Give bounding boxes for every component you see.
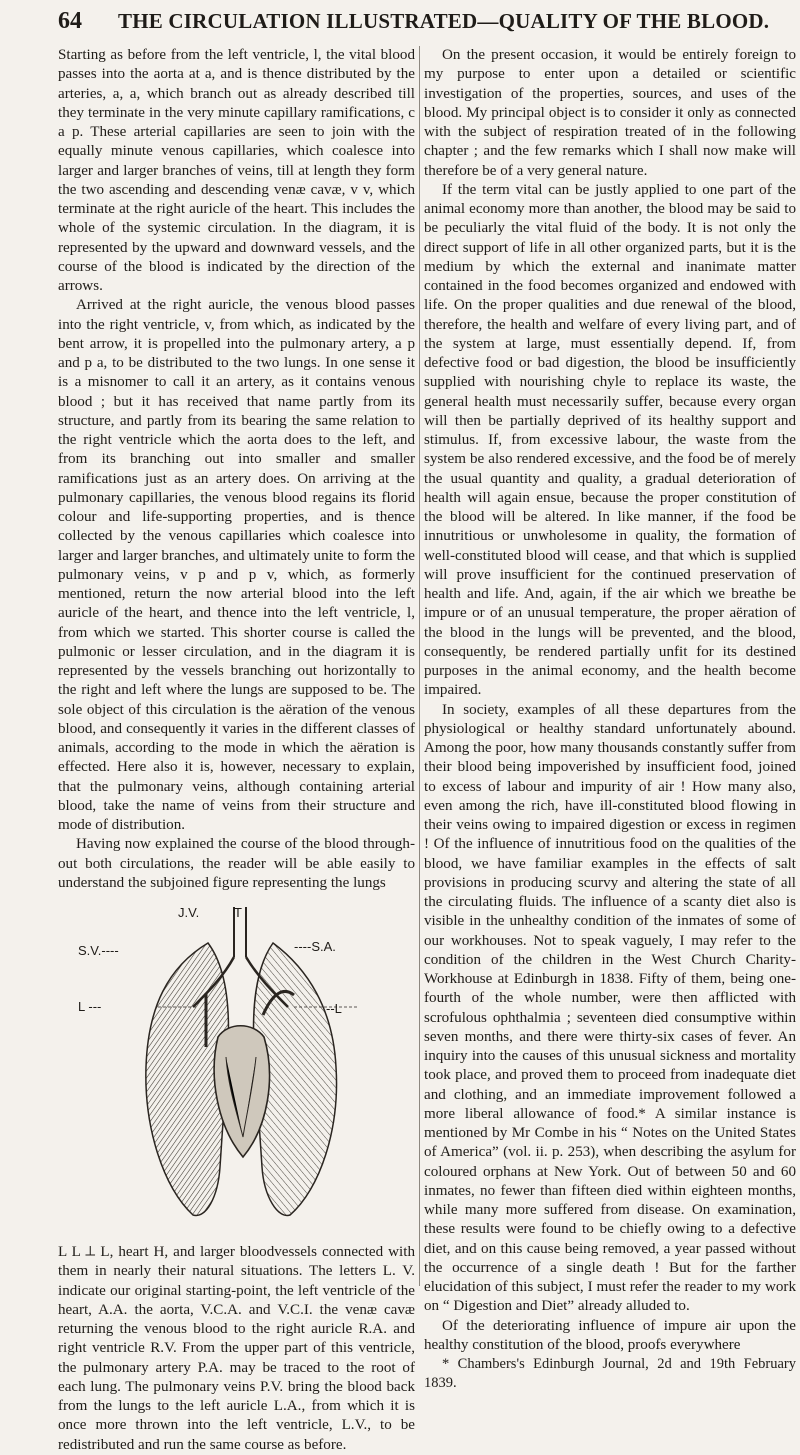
page-number: 64 [58, 8, 82, 34]
paragraph: Of the deteriorating influence of impure air upon the healthy constitution of the blood, proofs everywhere [424, 1317, 796, 1353]
right-column [424, 46, 796, 1394]
column-divider [419, 46, 420, 1286]
figure-label-sa: ----S.A. [294, 939, 336, 954]
figure-label-l-left: L --- [78, 999, 102, 1014]
paragraph: On the present occasion, it would be entirely foreign to my purpose to enter upon a detailed or scientific investigation of the properties, sources, and uses of the blood. My principal object is to consider it only as connected with the subject of respiration treated of in the following chapter ; and the few remarks which I shall now make will therefore be of a very general nature. [424, 47, 796, 179]
figure-label-jv: J.V. [178, 905, 200, 920]
page-header [58, 8, 788, 38]
paragraph: Having now explained the course of the blood through-out both circulations, the reader will be able easily to understand the subjoined figure representing the lungs [58, 836, 415, 891]
left-column [58, 46, 415, 1455]
book-page [18, 0, 796, 1453]
figure-caption: L L ⟂ L, heart H, and larger bloodvessels connected with them in nearly their natural situations. The letters L. V. indicate our original starting-point, the left ventricle of the heart, A.A. the aorta, V.C.A. and V.C.I. the venæ cavæ returning the venous blood to the right auricle R.A. and right ventricle R.V. From the upper part of this ventricle, the pulmonary artery P.A. may be traced to the root of each lung. The pulmonary veins P.V. bring the blood back from the lungs to the left auricle L.A., from which it is once more thrown into the left ventricle, L.V., to be redistributed and run the same course as before. [58, 1244, 415, 1453]
paragraph: If the term vital can be justly applied to one part of the animal economy more than another, the blood may be said to be peculiarly the vital fluid of the body. It is not only the direct support of life in all other organized parts, but it is the medium by which the external and inanimate matter contained in the food becomes organized and endowed with life. On the proper qualities and due renewal of the blood, therefore, the health and welfare of every living part, and of the system at large, must essentially depend. If, from defective food or bad digestion, the blood be insufficiently supplied with nourishing chyle to replace its waste, the general health must necessarily suffer, because every organ will then be partially deprived of its healthy support and stimulus. If, from excessive labour, the waste from the system be also rendered excessive, and the food be of merely the usual quantity and quality, a gradual deterioration of health will again ensue, because the proper constitution of the blood will be altered. In like manner, if the food be innutritious or unwholesome in quality, the formation of well-constituted blood will cease, and that which is supplied will prove insufficient for the continued preservation of health and life. And, again, if the air which we breathe be impure or of an unusual temperature, the proper aëration of the blood in the lungs will be prevented, and the blood, consequently, be rendered partially unfit for its destined purposes in the animal economy, and the health become impaired. [424, 181, 796, 699]
heart-lungs-figure [58, 897, 415, 1237]
figure-label-t: T [234, 905, 242, 920]
paragraph: Starting as before from the left ventricle, l, the vital blood passes into the aorta at a, and is thence distributed by the arteries, a, a, which branch out as already described till they terminate in the very minute capillary ramifications, c a p. These arterial capillaries are seen to join with the equally minute venous capillaries, which coalesce into larger and larger branches of veins, till at length they form the two ascending and descending venæ cavæ, v v, which terminate at the right auricle of the heart. This includes the whole of the systemic circulation. In the diagram, it is represented by the upward and downward vessels, and the course of the blood is indicated by the direction of the arrows. [58, 47, 415, 294]
figure-label-sv: S.V.---- [78, 943, 119, 958]
footnote: * Chambers's Edinburgh Journal, 2d and 19th February 1839. [424, 1356, 796, 1392]
figure-label-l-right: --L [326, 1001, 342, 1016]
paragraph: Arrived at the right auricle, the venous blood passes into the right ventricle, v, from which, as indicated by the bent arrow, it is propelled into the pulmonary artery, a p and p a, to be distributed to the two lungs. In one sense it is a misnomer to call it an artery, as it contains venous blood ; but it has received that name partly from its structure, and partly from its bearing the same relation to the right ventricle which the aorta does to the left, and from its branching out into smaller and smaller ramifications just as an artery does. On arriving at the pulmonary capillaries, the venous blood regains its florid colour and life-supporting properties, and is thence collected by the venous capillaries which coalesce into larger and larger branches, and ultimately unite to form the pulmonary veins, v p and p v, which, as formerly mentioned, return the now arterial blood into the left auricle of the heart, and thence into the left ventricle, l, from which we started. This shorter course is called the pulmonic or lesser circulation, and in the diagram it is represented by the vessels branching out horizontally to the right and left where the lungs are supposed to be. The sole object of this circulation is the aëration of the venous blood, and consequently it varies in the different classes of animals, according to the mode in which the aëration is effected. Here also it is, however, necessary to explain, that the pulmonary veins, although containing arterial blood, take the name of veins from their structure and mode of distribution. [58, 297, 415, 833]
paragraph: In society, examples of all these departures from the physiological or healthy standard unfortunately abound. Among the poor, how many thousands constantly suffer from their blood being impoverished by insufficient food, joined to excess of labour and impurity of air ! How many also, even among the rich, have ill-constituted blood flowing in their veins owing to impaired digestion or excess in regimen ! Of the influence of innutritious food on the qualities of the blood, we have familiar examples in the effects of salt provisions in producing scurvy and altering the state of all the circulating fluids. The influence of a scanty diet also is visible in the unhealthy condition of the inmates of some of our workhouses. Not to speak vaguely, I may refer to the condition of the children in the West Church Charity-Workhouse at Edinburgh in 1838. Fifty of them, being one-fourth of the whole number, were then afflicted with scrofulous ophthalmia ; seventeen died consumptive within seven months, and there were thirty-six cases of fever. An inquiry into the causes of this unusual sickness and mortality took place, and proved them to proceed from inadequate diet and clothing, and an immediate improvement followed a more liberal allowance of food.* A similar instance is mentioned by Mr Combe in his “ Notes on the United States of America” (vol. ii. p. 253), when describing the asylum for coloured orphans at New York. Out of between 50 and 60 inmates, no fewer than fifteen died within eighteen months, while many more suffered from disease. On examination, these results were found to be chiefly owing to a defective diet, and on this cause being removed, a year passed without the occurrence of a single death ! But for the farther elucidation of this subject, I must refer the reader to my work on “ Digestion and Diet” already alluded to. [424, 701, 796, 1315]
running-title: THE CIRCULATION ILLUSTRATED—QUALITY OF THE BLOOD. [118, 9, 770, 33]
